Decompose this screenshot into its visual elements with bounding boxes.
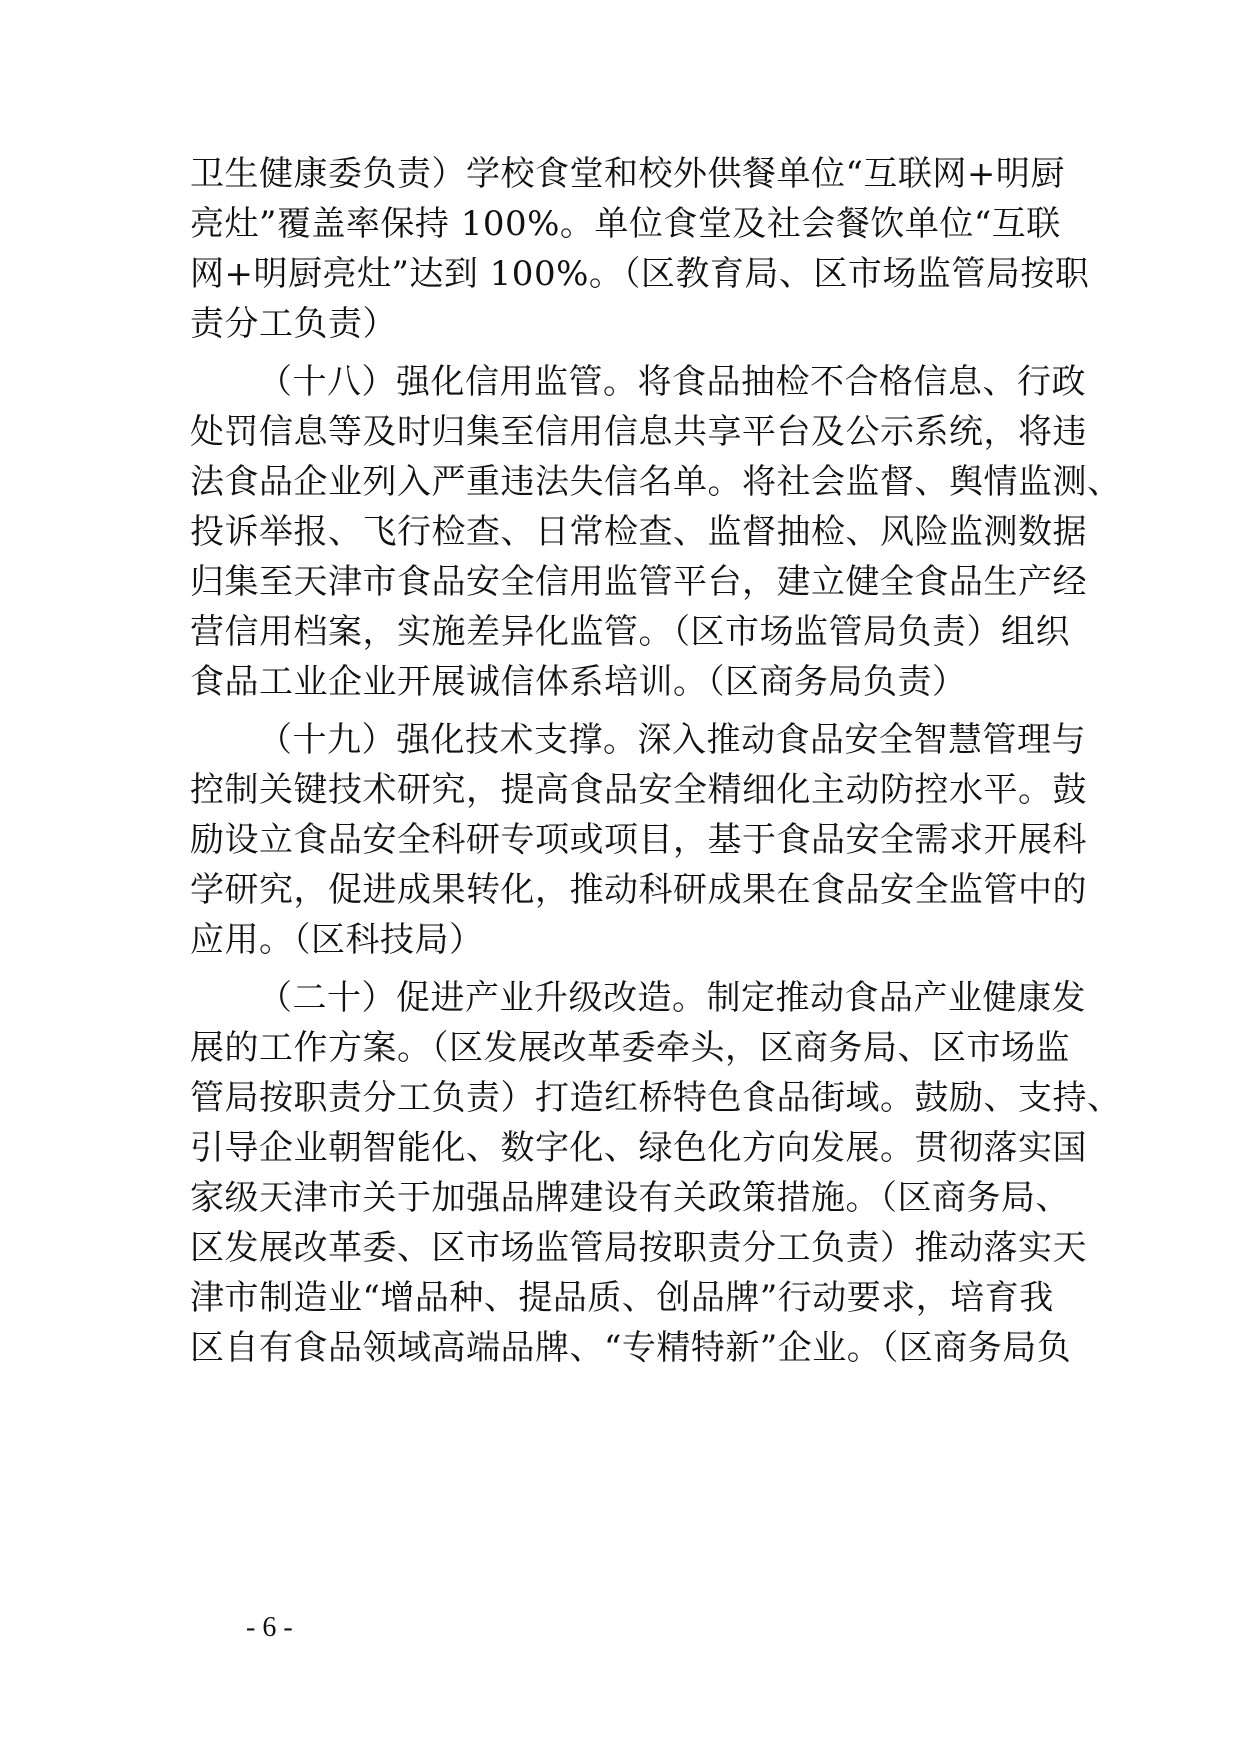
section-heading-line: （二十）促进产业升级改造。制定推动食品产业健康发 xyxy=(258,978,1086,1018)
text-line: 投诉举报、飞行检查、日常检查、监督抽检、风险监测数据 xyxy=(190,512,1087,552)
text-line: 归集至天津市食品安全信用监管平台，建立健全食品生产经 xyxy=(190,562,1087,602)
text-line: 家级天津市关于加强品牌建设有关政策措施。（区商务局、 xyxy=(190,1178,1070,1218)
text-line: 卫生健康委负责）学校食堂和校外供餐单位“互联网+明厨 xyxy=(190,154,1065,194)
text-line: 津市制造业“增品种、提品质、创品牌”行动要求，培育我 xyxy=(190,1278,1054,1318)
text-line: 区自有食品领域高端品牌、“专精特新”企业。（区商务局负 xyxy=(190,1328,1072,1368)
text-line: 引导企业朝智能化、数字化、绿色化方向发展。贯彻落实国 xyxy=(190,1128,1087,1168)
text-line: 责分工负责） xyxy=(190,304,397,344)
text-line: 区发展改革委、区市场监管局按职责分工负责）推动落实天 xyxy=(190,1228,1087,1268)
text-line: 法食品企业列入严重违法失信名单。将社会监督、舆情监测、 xyxy=(190,462,1122,502)
page-number: - 6 - xyxy=(246,1612,293,1643)
text-line: 管局按职责分工负责）打造红桥特色食品街域。鼓励、支持、 xyxy=(190,1078,1122,1118)
text-line: 学研究，促进成果转化，推动科研成果在食品安全监管中的 xyxy=(190,870,1087,910)
text-line: 展的工作方案。（区发展改革委牵头，区商务局、区市场监 xyxy=(190,1028,1070,1068)
text-line: 亮灶”覆盖率保持 100%。单位食堂及社会餐饮单位“互联 xyxy=(190,204,1061,244)
text-line: 控制关键技术研究，提高食品安全精细化主动防控水平。鼓 xyxy=(190,770,1087,810)
text-line: 食品工业企业开展诚信体系培训。（区商务局负责） xyxy=(190,662,967,702)
text-line: 处罚信息等及时归集至信用信息共享平台及公示系统，将违 xyxy=(190,412,1087,452)
text-line: 网+明厨亮灶”达到 100%。（区教育局、区市场监管局按职 xyxy=(190,254,1090,294)
text-line: 励设立食品安全科研专项或项目，基于食品安全需求开展科 xyxy=(190,820,1087,860)
text-line: 营信用档案，实施差异化监管。（区市场监管局负责）组织 xyxy=(190,612,1070,652)
section-heading-line: （十九）强化技术支撑。深入推动食品安全智慧管理与 xyxy=(258,720,1086,760)
text-line: 应用。（区科技局） xyxy=(190,920,484,960)
section-heading-line: （十八）强化信用监管。将食品抽检不合格信息、行政 xyxy=(258,362,1086,402)
